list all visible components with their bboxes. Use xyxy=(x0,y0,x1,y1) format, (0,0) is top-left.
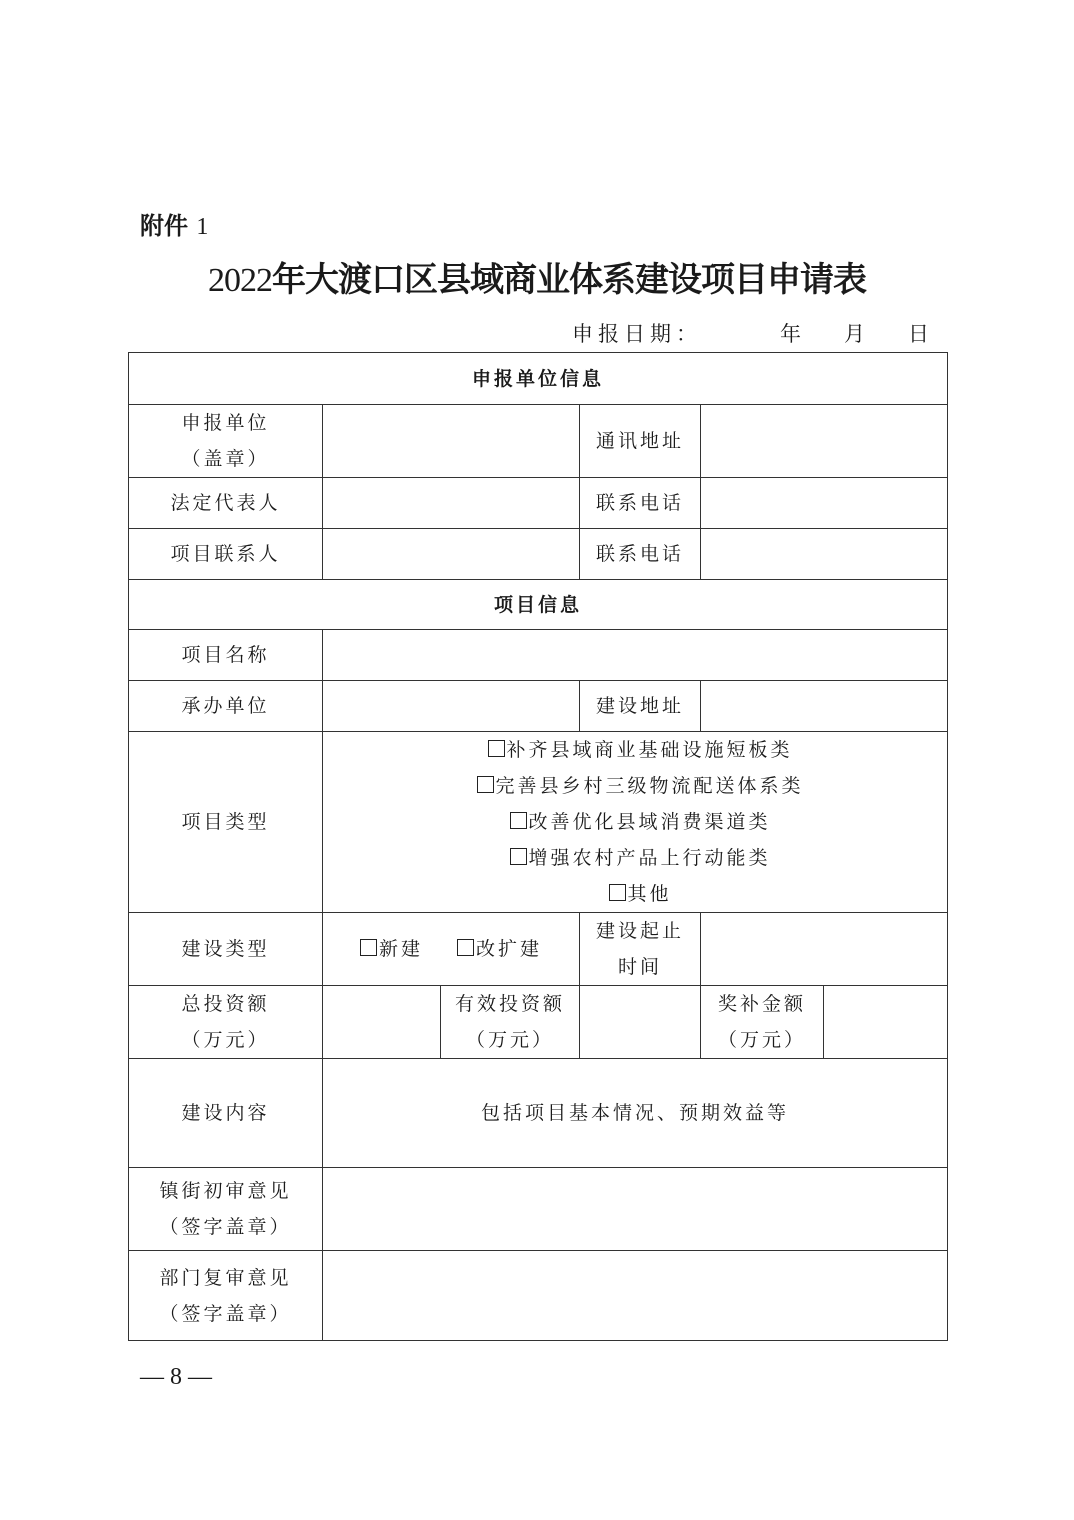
page-title: 2022年大渡口区县域商业体系建设项目申请表 xyxy=(208,260,866,300)
page-number: — 8 — xyxy=(140,1364,212,1390)
field-applicant-unit[interactable] xyxy=(323,405,580,478)
project-type-option[interactable]: 增强农村产品上行动能类 xyxy=(333,840,947,876)
field-phone-1[interactable] xyxy=(701,478,948,529)
field-organizer[interactable] xyxy=(323,681,580,732)
label-build-period: 建设起止 时间 xyxy=(580,913,701,986)
label-project-name: 项目名称 xyxy=(129,630,323,681)
field-project-name[interactable] xyxy=(323,630,948,681)
checkbox-icon[interactable] xyxy=(510,848,527,865)
label-town-review: 镇街初审意见 （签字盖章） xyxy=(129,1168,323,1251)
project-type-option[interactable]: 其他 xyxy=(333,876,947,912)
field-project-contact[interactable] xyxy=(323,529,580,580)
field-subsidy-amount[interactable] xyxy=(824,986,948,1059)
label-build-content: 建设内容 xyxy=(129,1059,323,1168)
field-build-period[interactable] xyxy=(701,913,948,986)
date-month: 月 xyxy=(844,322,870,346)
section-title-applicant: 申报单位信息 xyxy=(129,353,948,405)
label-phone-1: 联系电话 xyxy=(580,478,701,529)
checkbox-icon[interactable] xyxy=(488,740,505,757)
checkbox-icon[interactable] xyxy=(457,939,474,956)
checkbox-icon[interactable] xyxy=(360,939,377,956)
label-phone-2: 联系电话 xyxy=(580,529,701,580)
project-type-options xyxy=(323,732,948,913)
label-effective-investment: 有效投资额 （万元） xyxy=(441,986,580,1059)
section-title-project: 项目信息 xyxy=(129,580,948,630)
checkbox-icon[interactable] xyxy=(510,812,527,829)
label-project-type: 项目类型 xyxy=(129,732,323,913)
label-applicant-unit: 申报单位 （盖章） xyxy=(129,405,323,478)
field-dept-review[interactable] xyxy=(323,1251,948,1341)
checkbox-icon[interactable] xyxy=(609,884,626,901)
field-build-content[interactable]: 包括项目基本情况、预期效益等 xyxy=(323,1059,948,1168)
field-address[interactable] xyxy=(701,405,948,478)
field-effective-investment[interactable] xyxy=(580,986,701,1059)
label-total-investment: 总投资额 （万元） xyxy=(129,986,323,1059)
project-type-option[interactable]: 完善县乡村三级物流配送体系类 xyxy=(333,768,947,804)
label-organizer: 承办单位 xyxy=(129,681,323,732)
field-legal-rep[interactable] xyxy=(323,478,580,529)
build-type-new[interactable]: 新建 xyxy=(360,938,423,960)
project-type-option[interactable]: 改善优化县域消费渠道类 xyxy=(333,804,947,840)
date-year: 年 xyxy=(780,322,806,346)
field-build-site[interactable] xyxy=(701,681,948,732)
label-build-site: 建设地址 xyxy=(580,681,701,732)
field-town-review[interactable] xyxy=(323,1168,948,1251)
label-dept-review: 部门复审意见 （签字盖章） xyxy=(129,1251,323,1341)
date-day: 日 xyxy=(908,322,934,346)
label-legal-rep: 法定代表人 xyxy=(129,478,323,529)
date-line: 申报日期： 年 月 日 xyxy=(572,318,934,348)
label-project-contact: 项目联系人 xyxy=(129,529,323,580)
build-type-expand[interactable]: 改扩建 xyxy=(457,938,542,960)
field-phone-2[interactable] xyxy=(701,529,948,580)
project-type-option[interactable]: 补齐县域商业基础设施短板类 xyxy=(333,732,947,768)
label-address: 通讯地址 xyxy=(580,405,701,478)
attachment-label: 附件 1 xyxy=(140,211,209,240)
label-subsidy-amount: 奖补金额 （万元） xyxy=(701,986,824,1059)
build-type-options xyxy=(323,913,580,986)
field-total-investment[interactable] xyxy=(323,986,441,1059)
label-build-type: 建设类型 xyxy=(129,913,323,986)
application-form xyxy=(128,352,948,1341)
checkbox-icon[interactable] xyxy=(477,776,494,793)
